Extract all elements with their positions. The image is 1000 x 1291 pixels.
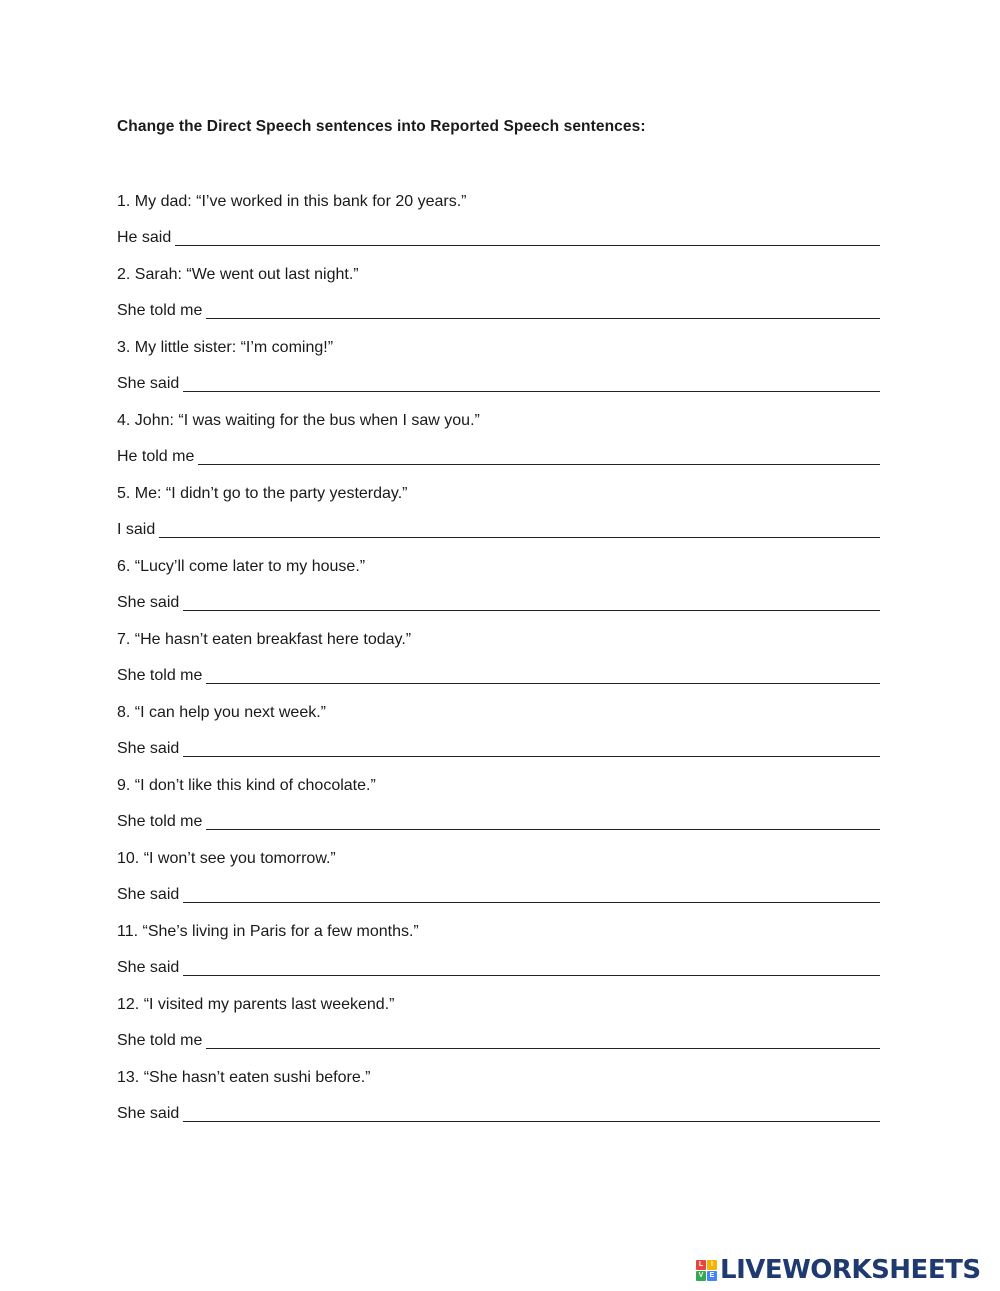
exercise-item (117, 190, 887, 263)
answer-row (117, 883, 880, 920)
exercise-item (117, 482, 887, 555)
answer-prefix: She told me (117, 1032, 203, 1049)
answer-row (117, 664, 880, 701)
question-text: 5. Me: “I didn’t go to the party yesterday.” (117, 485, 408, 502)
answer-prefix: She said (117, 1105, 180, 1122)
answer-row (117, 956, 880, 993)
question-text: 6. “Lucy’ll come later to my house.” (117, 558, 366, 575)
question-text: 12. “I visited my parents last weekend.” (117, 996, 395, 1013)
answer-row (117, 1029, 880, 1066)
answer-row (117, 591, 880, 628)
answer-prefix: She said (117, 594, 180, 611)
answer-row (117, 299, 880, 336)
answer-row (117, 372, 880, 409)
exercise-item (117, 409, 887, 482)
answer-row (117, 226, 880, 263)
answer-blank-line[interactable] (183, 372, 880, 392)
answer-blank-line[interactable] (206, 810, 880, 830)
liveworksheets-logo (696, 1253, 981, 1287)
question-text: 4. John: “I was waiting for the bus when I saw you.” (117, 412, 480, 429)
question-text: 2. Sarah: “We went out last night.” (117, 266, 359, 283)
answer-blank-line[interactable] (206, 664, 880, 684)
answer-row (117, 518, 880, 555)
answer-blank-line[interactable] (183, 1102, 880, 1122)
answer-prefix: She said (117, 959, 180, 976)
answer-prefix: She said (117, 886, 180, 903)
answer-row (117, 737, 880, 774)
answer-prefix: She told me (117, 302, 203, 319)
question-text: 13. “She hasn’t eaten sushi before.” (117, 1069, 371, 1086)
question-text: 11. “She’s living in Paris for a few months.” (117, 923, 419, 940)
answer-prefix: He said (117, 229, 172, 246)
exercise-item (117, 263, 887, 336)
exercise-item (117, 701, 887, 774)
answer-blank-line[interactable] (183, 737, 880, 757)
exercise-item (117, 920, 887, 993)
exercise-item (117, 847, 887, 920)
question-text: 8. “I can help you next week.” (117, 704, 326, 721)
question-text: 9. “I don’t like this kind of chocolate.” (117, 777, 376, 794)
question-text: 7. “He hasn’t eaten breakfast here today.” (117, 631, 412, 648)
answer-blank-line[interactable] (183, 591, 880, 611)
answer-blank-line[interactable] (183, 883, 880, 903)
exercise-item (117, 336, 887, 409)
answer-prefix: She said (117, 375, 180, 392)
exercise-item (117, 774, 887, 847)
answer-prefix: He told me (117, 448, 195, 465)
logo-mark-letter: L (696, 1260, 706, 1270)
answer-blank-line[interactable] (206, 299, 880, 319)
instruction-heading: Change the Direct Speech sentences into Reported Speech sentences: (117, 118, 646, 135)
logo-mark-letter: E (707, 1271, 717, 1281)
answer-row (117, 1102, 880, 1139)
question-text: 10. “I won’t see you tomorrow.” (117, 850, 336, 867)
answer-blank-line[interactable] (206, 1029, 880, 1049)
logo-mark-letter: I (707, 1260, 717, 1270)
exercise-item (117, 993, 887, 1066)
exercise-list (117, 190, 887, 1139)
answer-blank-line[interactable] (198, 445, 880, 465)
answer-blank-line[interactable] (159, 518, 880, 538)
exercise-item (117, 555, 887, 628)
question-text: 1. My dad: “I’ve worked in this bank for 20 years.” (117, 193, 467, 210)
logo-mark-icon (696, 1260, 717, 1281)
answer-row (117, 810, 880, 847)
logo-mark-letter: V (696, 1271, 706, 1281)
answer-prefix: I said (117, 521, 156, 538)
logo-text: LIVEWORKSHEETS (720, 1255, 981, 1285)
answer-blank-line[interactable] (183, 956, 880, 976)
answer-prefix: She said (117, 740, 180, 757)
exercise-item (117, 1066, 887, 1139)
answer-blank-line[interactable] (175, 226, 880, 246)
answer-row (117, 445, 880, 482)
answer-prefix: She told me (117, 813, 203, 830)
answer-prefix: She told me (117, 667, 203, 684)
question-text: 3. My little sister: “I’m coming!” (117, 339, 334, 356)
exercise-item (117, 628, 887, 701)
